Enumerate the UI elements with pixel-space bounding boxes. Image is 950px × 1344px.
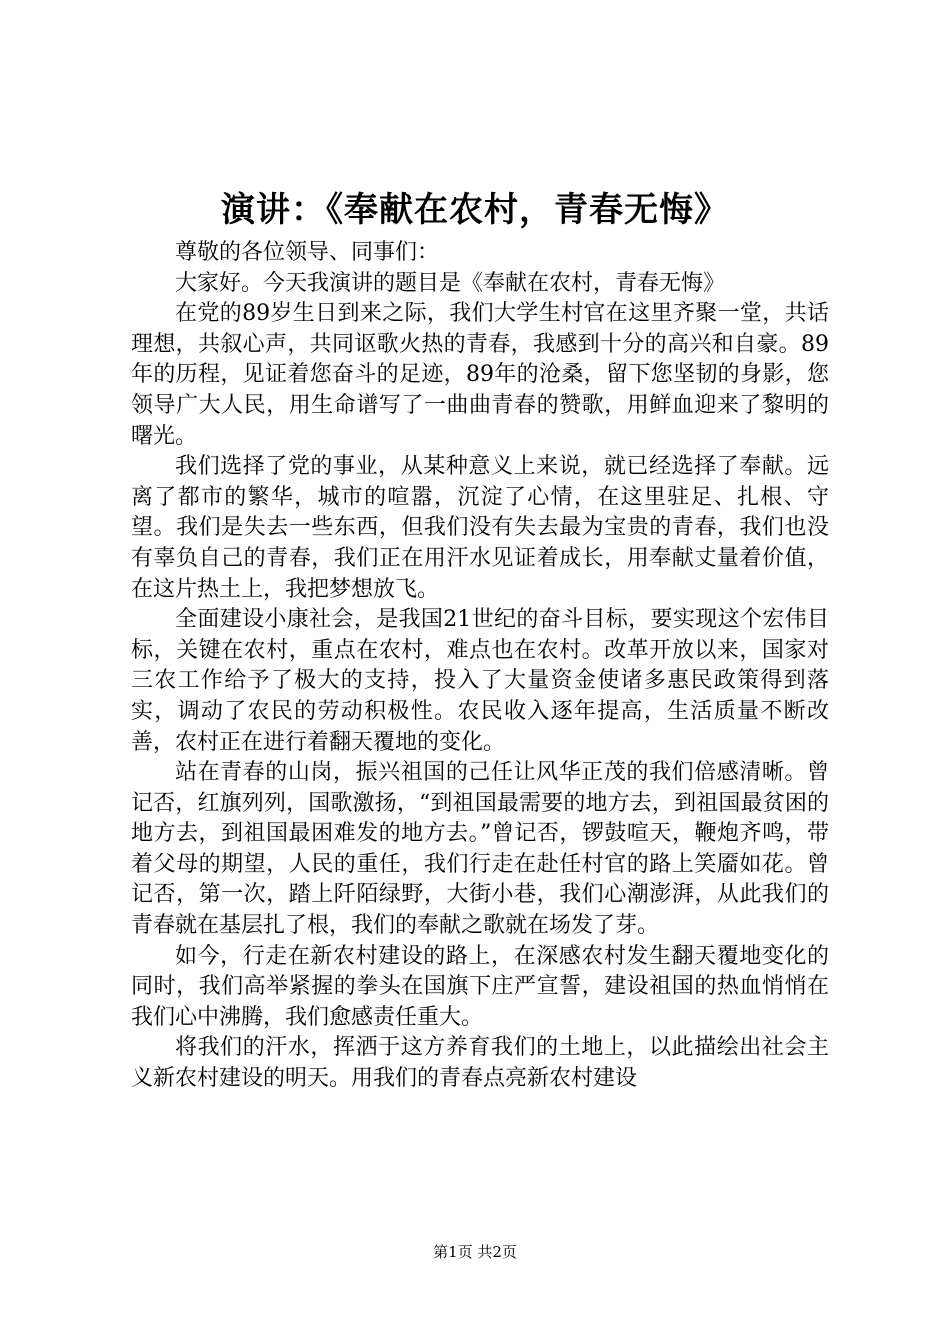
paragraph: 站在青春的山岗，振兴祖国的己任让风华正茂的我们倍感清晰。曾记否，红旗列列，国歌激扬，“到祖国最需要的地方去，到祖国最贫困的地方去，到祖国最困难发的地方去。”曾记否，锣鼓喧天，鞭炮齐鸣，带着父母的期望，人民的重任，我们行走在赴任村官的路上笑靥如花。曾记否，第一次，踏上阡陌绿野，大街小巷，我们心潮澎湃，从此我们的青春就在基层扎了根，我们的奉献之歌就在场发了芽。	[131, 760, 829, 939]
document-body	[131, 238, 829, 1095]
paragraph: 大家好。今天我演讲的题目是《奉献在农村，青春无悔》	[175, 270, 726, 296]
paragraph: 将我们的汗水，挥洒于这方养育我们的土地上，以此描绘出社会主义新农村建设的明天。用我们的青春点亮新农村建设	[131, 1035, 829, 1092]
paragraph: 如今，行走在新农村建设的路上，在深感农村发生翻天覆地变化的同时，我们高举紧握的拳头在国旗下庄严宣誓，建设祖国的热血悄悄在我们心中沸腾，我们愈感责任重大。	[131, 943, 829, 1030]
salutation: 尊敬的各位领导、同事们：	[175, 240, 440, 265]
page-number-footer: 第1页 共2页	[433, 1243, 517, 1261]
paragraph: 我们选择了党的事业，从某种意义上来说，就已经选择了奉献。远离了都市的繁华，城市的喧嚣，沉淀了心情，在这里驻足、扎根、守望。我们是失去一些东西，但我们没有失去最为宝贵的青春，我们也没有辜负自己的青春，我们正在用汗水见证着成长，用奉献丈量着价值，在这片热土上，我把梦想放飞。	[131, 454, 829, 602]
document-title: 演讲：《奉献在农村，青春无悔》	[221, 190, 729, 230]
paragraph: 在党的89岁生日到来之际，我们大学生村官在这里齐聚一堂，共话理想，共叙心声，共同讴歌火热的青春，我感到十分的高兴和自豪。89年的历程，见证着您奋斗的足迹，89年的沧桑，留下您坚韧的身影，您领导广大人民，用生命谱写了一曲曲青春的赞歌，用鲜血迎来了黎明的曙光。	[131, 301, 829, 449]
paragraph: 全面建设小康社会，是我国21世纪的奋斗目标，要实现这个宏伟目标，关键在农村，重点在农村，难点也在农村。改革开放以来，国家对三农工作给予了极大的支持，投入了大量资金使诸多惠民政策得到落实，调动了农民的劳动积极性。农民收入逐年提高，生活质量不断改善，农村正在进行着翻天覆地的变化。	[131, 607, 829, 755]
